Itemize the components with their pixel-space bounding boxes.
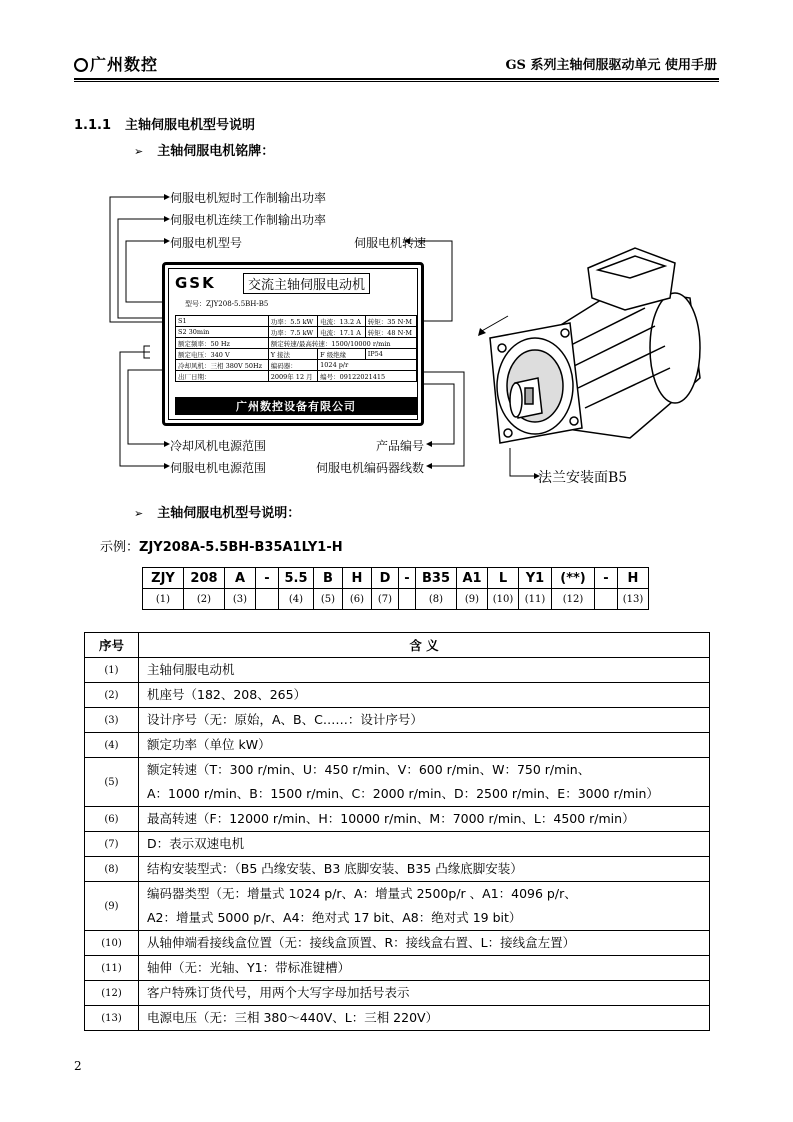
example-code: ZJY208A-5.5BH-B35A1LY1-H: [139, 540, 343, 555]
company-logo: 广州数控: [74, 52, 158, 75]
nameplate-footer: 广州数控设备有限公司: [175, 397, 417, 415]
example-prefix: 示例：: [100, 540, 140, 555]
bullet-nameplate: ➢ 主轴伺服电机铭牌：: [134, 144, 275, 159]
label-motor-model: 伺服电机型号: [170, 236, 243, 250]
label-continuous-power: 伺服电机连续工作制输出功率: [170, 213, 327, 227]
table-row: (11) 轴伸（无：光轴、Y1：带标准键槽）: [85, 956, 710, 981]
label-flange-mount: 法兰安装面B5: [538, 470, 628, 486]
motor-drawing: [470, 228, 710, 498]
nameplate-product: 交流主轴伺服电动机: [243, 273, 370, 294]
table-row: (10) 从轴伸端看接线盒位置（无：接线盒顶置、R：接线盒右置、L：接线盒左置）: [85, 931, 710, 956]
table-row: 出厂日期： 2009年 12 月 编号：09122021415: [176, 371, 417, 382]
table-row: 额定频率：50 Hz 额定转速/最高转速：1500/10000 r/min: [176, 338, 417, 349]
model-example: [100, 536, 343, 555]
label-motor-speed: 伺服电机转速: [354, 236, 427, 250]
table-row: (7) D：表示双速电机: [85, 832, 710, 857]
table-row: S1 功率：5.5 kW 电流：13.2 A 转矩：35 N·M: [176, 316, 417, 327]
table-row: (5) 额定转速（T：300 r/min、U：450 r/min、V：600 r/min、W：750 r/min、 A：1000 r/min、B：1500 r/min、C：2000 r/min、D：2500 r/min、E：3000 r/min）: [85, 758, 710, 807]
table-row: (3) 设计序号（无：原始，A、B、C……：设计序号）: [85, 708, 710, 733]
bullet-model-desc: ➢ 主轴伺服电机型号说明：: [134, 506, 301, 521]
label-motor-power-range: 伺服电机电源范围: [170, 461, 267, 475]
table-row: (13) 电源电压（无：三相 380～440V、L：三相 220V）: [85, 1006, 710, 1031]
meaning-table: [84, 632, 710, 1031]
table-row: S2 30min 功率：7.5 kW 电流：17.1 A 转矩：48 N·M: [176, 327, 417, 338]
model-code-table: [142, 567, 649, 610]
arrow-bullet-icon: ➢: [134, 145, 144, 158]
table-row: (1) 主轴伺服电动机: [85, 658, 710, 683]
nameplate-specs: [175, 315, 417, 382]
label-fan-power-range: 冷却风机电源范围: [170, 439, 267, 453]
column-header-index: 序号: [85, 633, 139, 658]
table-row: (2) 机座号（182、208、265）: [85, 683, 710, 708]
table-row: (4) 额定功率（单位 kW）: [85, 733, 710, 758]
table-row: (1) (2) (3) (4) (5) (6) (7) (8) (9) (10) (11) (12) (13): [143, 589, 649, 610]
label-product-number: 产品编号: [376, 439, 425, 453]
nameplate-model: 型号：ZJY208-5.5BH-B5: [185, 300, 269, 308]
document-title: GS 系列主轴伺服驱动单元 使用手册: [505, 58, 717, 73]
arrow-bullet-icon: ➢: [134, 507, 144, 520]
nameplate-brand: GSK: [175, 274, 216, 292]
label-encoder-lines: 伺服电机编码器线数: [316, 461, 425, 475]
section-number: 1.1.1: [74, 118, 112, 133]
table-row: ZJY 208 A - 5.5 B H D - B35 A1 L Y1 (**) - H: [143, 568, 649, 589]
table-header-row: [85, 633, 710, 658]
motor-nameplate: [162, 262, 424, 426]
page-number: 2: [74, 1059, 82, 1073]
label-short-duty-power: 伺服电机短时工作制输出功率: [170, 191, 327, 205]
table-row: 冷却风机：三相 380V 50Hz 编码器： 1024 p/r: [176, 360, 417, 371]
table-row: (6) 最高转速（F：12000 r/min、H：10000 r/min、M：7000 r/min、L：4500 r/min）: [85, 807, 710, 832]
section-title: 主轴伺服电机型号说明: [125, 118, 256, 133]
table-row: (9) 编码器类型（无：增量式 1024 p/r、A：增量式 2500p/r 、A1：4096 p/r、 A2：增量式 5000 p/r、A4：绝对式 17 bit、A8：绝对式 19 bit）: [85, 882, 710, 931]
table-row: (8) 结构安装型式：（B5 凸缘安装、B3 底脚安装、B35 凸缘底脚安装）: [85, 857, 710, 882]
column-header-meaning: 含 义: [139, 633, 710, 658]
table-row: 额定电压：340 V Y 接法 F 级绝缘 IP54: [176, 349, 417, 360]
table-row: (12) 客户特殊订货代号，用两个大写字母加括号表示: [85, 981, 710, 1006]
